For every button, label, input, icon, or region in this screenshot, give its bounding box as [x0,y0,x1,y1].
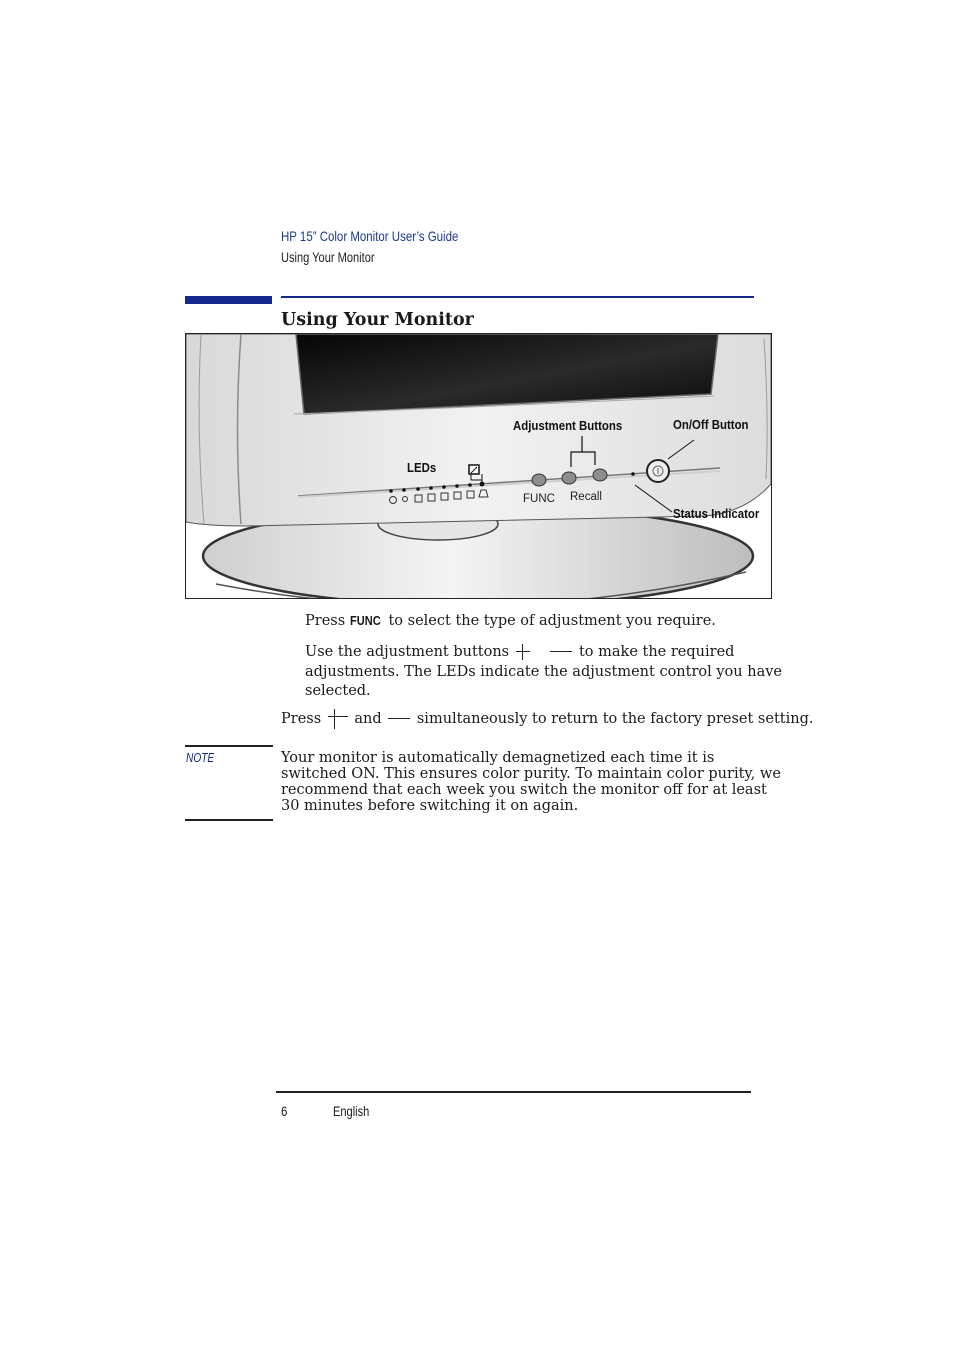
led-hsize [416,487,420,491]
status-indicator-label: Status Indicator [673,506,760,522]
plus-icon [514,643,532,661]
instruction-recall [281,708,813,730]
instruction-func-suffix: to select the type of adjustment you require. [383,613,716,629]
note-text: Your monitor is automatically demagnetized each time it is switched ON. This ensures color purity. To maintain color purity, we recommend that each week you switch the monitor off for at least 30 minutes before switching it on again. [281,750,781,814]
instruction-adjust-suffix: to make the required [578,644,735,660]
led-contrast [389,489,393,493]
running-header-title: HP 15” Color Monitor User’s Guide [281,228,459,244]
instruction-recall-suffix: simultaneously to return to the factory preset setting. [416,711,814,727]
section-title: Using Your Monitor [281,310,474,330]
recall-label: Recall [570,491,602,503]
instruction-adjust-prefix: Use the adjustment buttons [305,644,510,660]
instruction-func-prefix: Press [305,613,350,629]
led-brightness [402,488,406,492]
led-vsize [442,485,446,489]
footer-language: English [333,1104,370,1119]
led-pincushion [468,483,472,487]
plus-icon [326,708,350,730]
led-trapezoid [480,482,485,487]
leds-label: LEDs [407,460,437,476]
instruction-recall-prefix: Press [281,711,322,727]
instruction-adjust-line2: adjustments. The LEDs indicate the adjustment control you have [305,664,782,680]
led-vpos [455,484,459,488]
instruction-adjust-line3: selected. [305,683,371,699]
minus-icon [386,710,412,728]
footer-rule [276,1091,751,1093]
func-keyword: FUNC [349,613,381,628]
note-rule-top [185,745,273,747]
func-button[interactable] [532,474,546,486]
plus-button[interactable] [593,469,607,481]
note-rule-bottom [185,819,273,821]
instruction-recall-and: and [354,711,382,727]
monitor-illustration [186,334,771,598]
adjustment-buttons-label: Adjustment Buttons [513,418,623,434]
running-header-subtitle: Using Your Monitor [281,250,375,265]
page-number: 6 [281,1104,288,1119]
minus-icon [548,643,574,661]
note-label: NOTE [186,750,215,765]
minus-button[interactable] [562,472,576,484]
section-rule [281,296,754,298]
section-marker-bar [185,296,272,304]
func-label: FUNC [523,493,555,505]
led-hpos [429,486,433,490]
monitor-front-panel-figure [185,333,772,599]
instruction-func [305,611,716,631]
on-off-button-label: On/Off Button [673,417,749,433]
status-indicator-led [631,472,635,476]
instruction-adjust-line1 [305,643,734,662]
